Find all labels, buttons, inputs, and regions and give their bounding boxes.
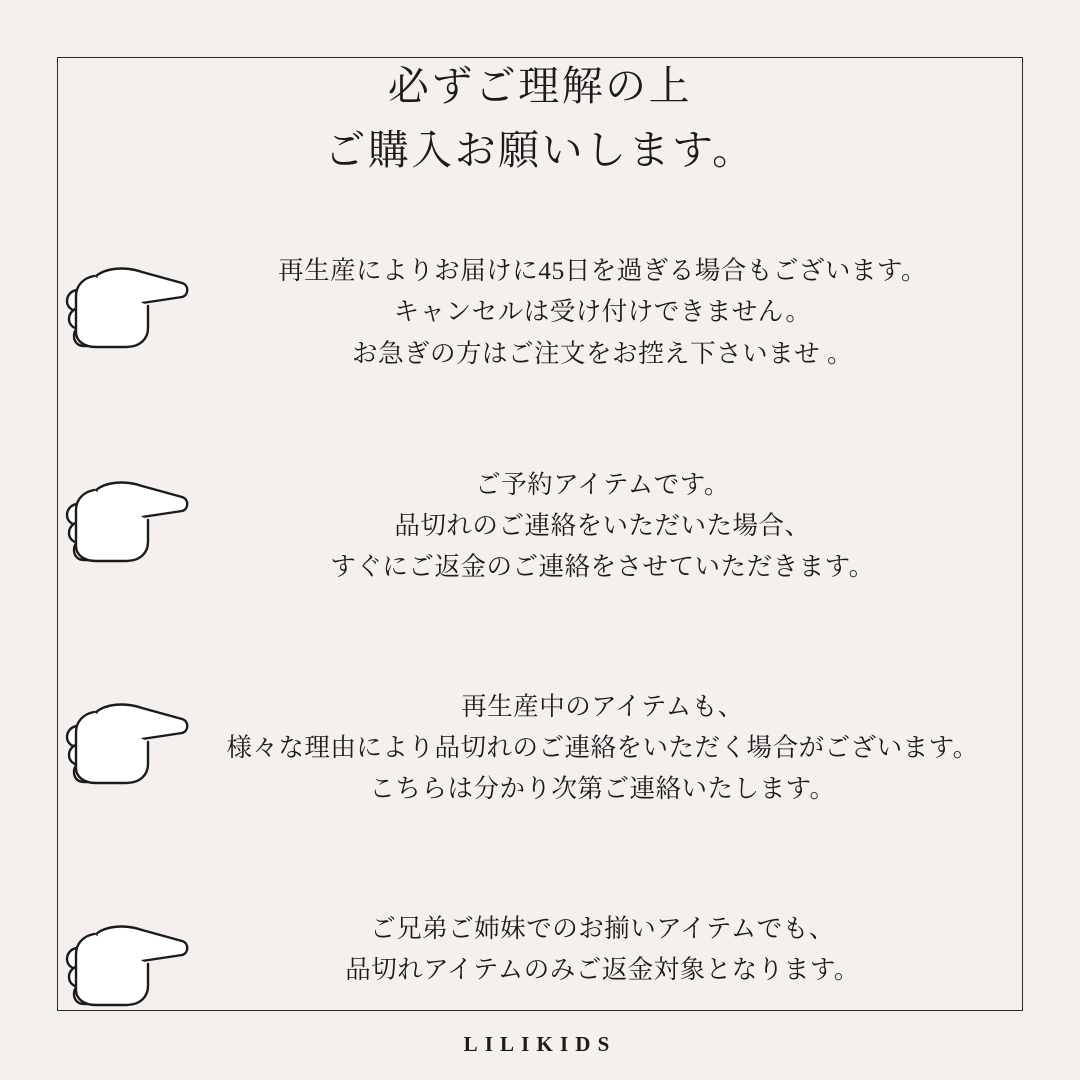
note-line: 様々な理由により品切れのご連絡をいただく場合がございます。	[226, 733, 979, 763]
notes-list	[0, 250, 1080, 1009]
note-item	[0, 250, 1080, 374]
pointing-hand-icon	[50, 256, 195, 351]
note-line: ご予約アイテムです。	[475, 469, 730, 499]
note-text	[195, 464, 1040, 588]
note-line: ご兄弟ご姉妹でのお揃いアイテムでも、	[370, 913, 835, 943]
note-line: キャンセルは受け付けできません。	[393, 297, 812, 327]
note-line: すぐにご返金のご連絡をさせていただきます。	[330, 552, 875, 582]
note-line: 品切れのご連絡をいただいた場合、	[394, 511, 811, 541]
page-title-line-2: ご購入お願いします。	[324, 126, 756, 173]
note-line: 再生産によりお届けに45日を過ぎる場合もございます。	[278, 256, 927, 285]
note-item	[0, 464, 1080, 588]
note-line: 品切れアイテムのみご返金対象となります。	[345, 954, 860, 984]
note-line: お急ぎの方はご注文をお控え下さいませ 。	[351, 338, 854, 368]
page-title	[0, 55, 1080, 182]
pointing-hand-icon	[50, 470, 195, 565]
pointing-hand-icon	[50, 914, 195, 1009]
note-text	[195, 908, 1040, 991]
note-item	[0, 908, 1080, 1009]
page-title-line-1: 必ずご理解の上	[387, 63, 693, 109]
note-line: こちらは分かり次第ご連絡いたします。	[369, 774, 836, 804]
pointing-hand-icon	[50, 692, 195, 787]
note-text	[195, 686, 1040, 810]
note-text	[195, 250, 1040, 374]
note-line: 再生産中のアイテムも、	[461, 691, 744, 721]
brand-logo: LILIKIDS	[463, 1032, 617, 1056]
note-item	[0, 686, 1080, 810]
